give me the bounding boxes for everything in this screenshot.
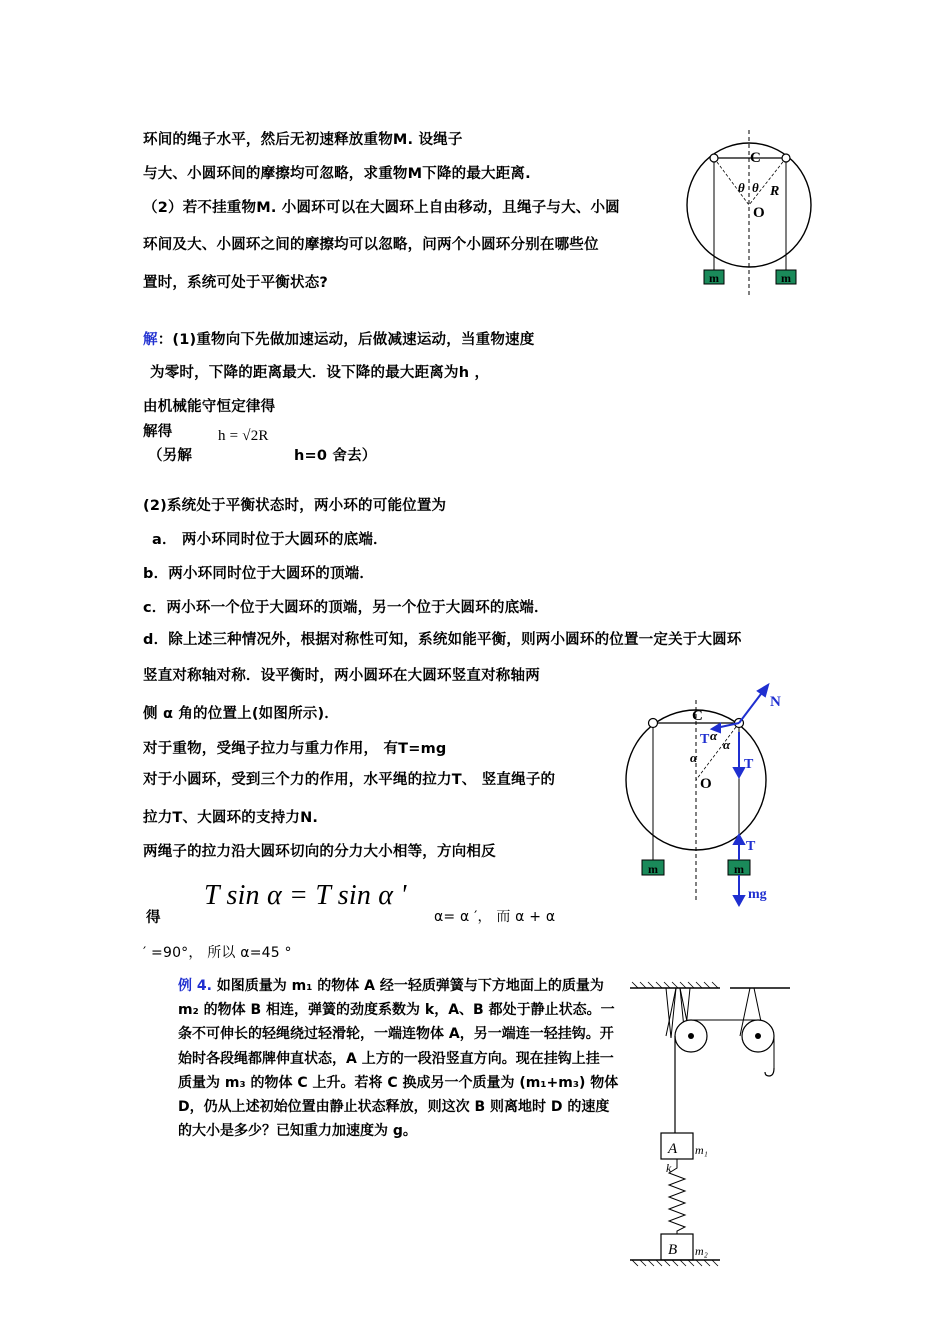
example-label: 例 4. [178,978,212,994]
svg-text:α: α [723,737,731,752]
case-c: c．两小环一个位于大圆环的顶端，另一个位于大圆环的底端． [143,600,549,616]
problem-line-4: 环间及大、小圆环之间的摩擦均可以忽略，问两个小圆环分别在哪些位 [143,237,599,253]
figure-2-forces [620,680,800,910]
solution-p2-intro: (2)系统处于平衡状态时，两小环的可能位置为 [143,498,447,514]
case-d-2: 竖直对称轴对称．设平衡时，两小圆环在大圆环竖直对称轴两 [143,668,540,684]
svg-text:m: m [648,862,658,876]
problem-line-5: 置时，系统可处于平衡状态? [143,275,329,291]
example-4 [178,974,623,1143]
arrow-n [739,690,764,723]
case-d-3: 侧 α 角的位置上(如图所示)． [143,706,340,722]
svg-text:T: T [700,732,710,747]
label-mg: mg [748,887,767,902]
solution-line-2: 为零时，下降的距离最大．设下降的最大距离为h ， [150,365,490,381]
small-ring-left-2 [649,719,658,728]
problem-line-3: （2）若不挂重物M. 小圆环可以在大圆环上自由移动，且绳子与大、小圆 [143,200,620,216]
ring-force-line-2: 拉力T、大圆环的支持力N. [143,810,319,826]
hook [765,1068,774,1076]
formula-tsin: T sin α = T sin α ' [204,880,407,911]
case-d-1: d．除上述三种情况外，根据对称性可知，系统如能平衡，则两小圆环的位置一定关于大圆环 [143,632,742,648]
svg-text:k: k [666,1161,672,1175]
label-c: C [750,150,761,166]
figure-1-rings [680,130,840,300]
formula-h: h = √2R [218,428,269,444]
solution-line-4: 解得 [143,424,173,440]
label-o: O [753,205,765,221]
spring [669,1159,685,1234]
solution-line-3: 由机械能守恒定律得 [143,399,276,415]
svg-text:C: C [692,708,703,724]
svg-text:θ: θ [752,180,759,195]
solution-label: 解 [143,332,158,348]
svg-text:m₁: m₁ [695,1143,708,1157]
case-a: a． 两小环同时位于大圆环的底端． [152,532,388,548]
svg-text:T: T [744,757,754,772]
svg-text:α: α [710,728,718,743]
label-r: R [770,184,780,199]
figure-3-pulley [628,978,738,1278]
weight-force-line: 对于重物，受绳子拉力与重力作用， 有T=mg [143,741,447,757]
small-ring-right [782,154,790,162]
svg-text:A: A [668,1141,678,1157]
problem-line-1: 环间的绳子水平，然后无初速释放重物M. 设绳子 [143,132,463,148]
svg-text:α: α [690,750,698,765]
result-line-1: α= α ′， 而 α + α [434,909,556,925]
svg-text:m: m [781,271,791,285]
solution-line-5b: h=0 舍去） [294,448,377,464]
svg-text:m₂: m₂ [695,1244,708,1258]
problem-line-2: 与大、小圆环间的摩擦均可忽略，求重物M下降的最大距离. [143,166,531,182]
solution-line-1: 解：(1)重物向下先做加速运动，后做减速运动，当重物速度 [143,332,535,348]
solution-line-5a: （另解 [148,448,193,464]
svg-text:m: m [734,862,744,876]
example-text: 如图质量为 m₁ 的物体 A 经一轻质弹簧与下方地面上的质量为 m₂ 的物体 B 相连，弹簧的劲度系数为 k，A、B 都处于静止状态。一条不可伸长的轻绳绕过轻滑轮，一端连物体 A，另一端连一轻挂钩。开始时各段绳都牌伸直状态，A 上方的一段沿竖直方向。现在挂钩上挂一质量为 m₃ 的物体 C 上升。若将 C 换成另一个质量为 (m₁+m₃) 物体 D，仍从上述初始位置由静止状态释放，则这次 B 则离地时 D 的速度的大小是多少？已知重力加速度为 g。 [178,978,619,1140]
svg-text:O: O [700,776,712,792]
svg-text:T: T [746,839,756,854]
result-line-2: ′ =90°， 所以 α=45 ° [143,945,292,961]
de-label: 得 [146,910,161,926]
label-n: N [770,694,781,710]
small-ring-left [710,154,718,162]
svg-text:θ: θ [738,180,745,195]
tangent-line: 两绳子的拉力沿大圆环切向的分力大小相等，方向相反 [143,844,496,860]
case-b: b．两小环同时位于大圆环的顶端． [143,566,375,582]
ring-force-line-1: 对于小圆环，受到三个力的作用，水平绳的拉力T、 竖直绳子的 [143,772,556,788]
svg-text:m: m [709,271,719,285]
svg-text:B: B [668,1242,678,1258]
figure-3-right-pulley [740,988,800,1088]
